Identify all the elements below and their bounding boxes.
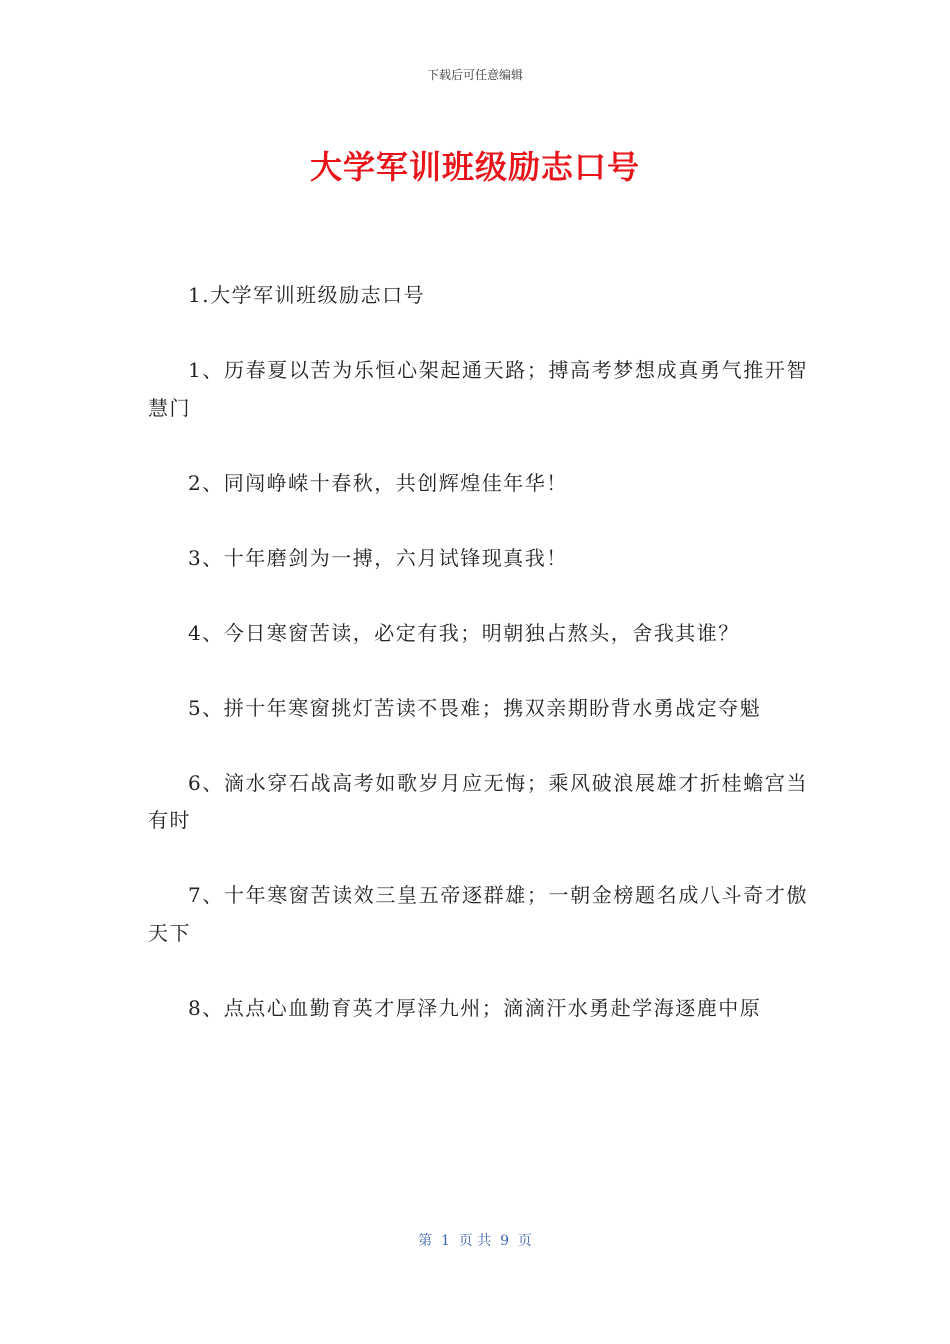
page-footer: 第 1 页 共 9 页	[418, 1233, 532, 1249]
paragraph: 3、十年磨剑为一搏，六月试锋现真我！	[188, 545, 568, 570]
paragraph: 5、拼十年寒窗挑灯苦读不畏难；携双亲期盼背水勇战定夺魁	[188, 695, 762, 720]
paragraph: 4、今日寒窗苦读，必定有我；明朝独占熬头，舍我其谁？	[188, 620, 740, 645]
paragraph: 8、点点心血勤育英才厚泽九州；滴滴汗水勇赴学海逐鹿中原	[188, 995, 762, 1020]
document-body	[148, 277, 808, 1065]
paragraph: 2、同闯峥嵘十春秋，共创辉煌佳年华！	[188, 470, 568, 495]
document-title: 大学军训班级励志口号	[309, 148, 640, 186]
paragraph: 6、滴水穿石战高考如歌岁月应无悔；乘风破浪展雄才折桂蟾宫当有时	[148, 770, 808, 832]
paragraph: 1、历春夏以苦为乐恒心架起通天路；搏高考梦想成真勇气推开智慧门	[148, 358, 808, 420]
paragraph: 1.大学军训班级励志口号	[188, 283, 426, 307]
header-note: 下载后可任意编辑	[426, 68, 523, 82]
paragraph: 7、十年寒窗苦读效三皇五帝逐群雄；一朝金榜题名成八斗奇才傲天下	[148, 883, 808, 945]
